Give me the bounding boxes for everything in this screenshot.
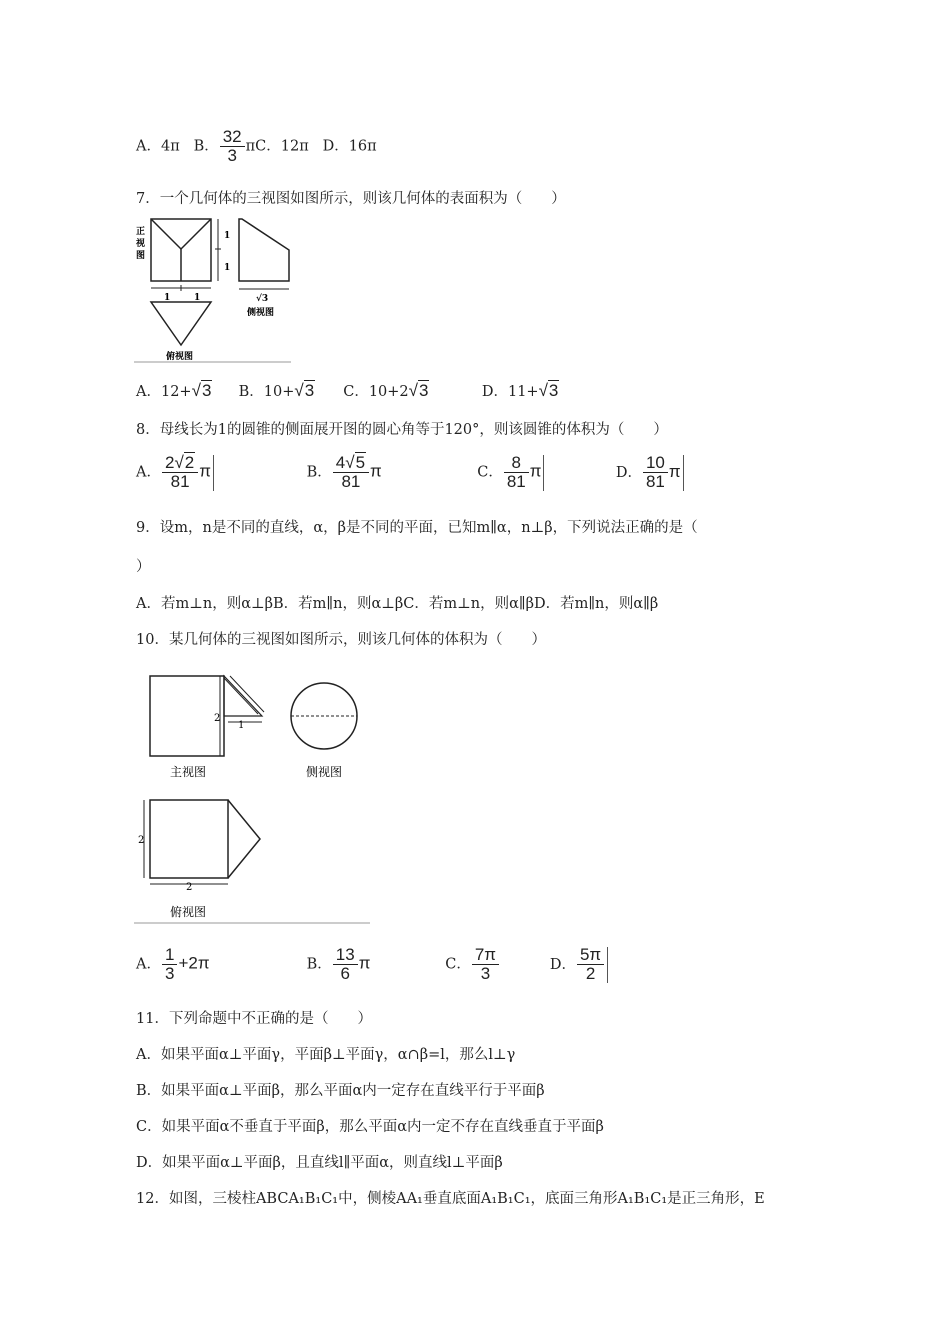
q7-front-label-2: 视 — [136, 239, 146, 249]
q7-stem: 7．一个几何体的三视图如图所示，则该几何体的表面积为（ ） — [136, 191, 566, 207]
q6-option-b-fraction — [220, 128, 245, 165]
q8-option-d: D． $\frac{10}{81}$ π — [616, 465, 684, 481]
sqrt-symbol: √3 — [538, 381, 559, 400]
q11-stem: 11．下列命题中不正确的是（ ） — [136, 1011, 372, 1027]
q10-top-view-square — [150, 800, 228, 878]
q6-option-d: D．16π — [322, 138, 377, 155]
q8-option-a: A． $\frac{2√2}{81}$ π — [136, 454, 302, 491]
q11-option-d: D．如果平面α⊥平面β，且直线l∥平面α，则直线l⊥平面β — [136, 1155, 503, 1171]
q7-side-view-label: 侧视图 — [247, 308, 275, 318]
q10-top-view-arrow — [228, 800, 260, 878]
q7-three-view-figure — [134, 212, 294, 364]
sqrt-symbol: √3 — [191, 381, 212, 400]
q10-top-view-label: 俯视图 — [170, 905, 207, 919]
q6-option-b-suffix: πC．12π — [245, 138, 309, 155]
q7-front-view-v-lines — [151, 219, 211, 249]
q9-stem-line1: 9．设m，n是不同的直线，α，β是不同的平面，已知m∥α，n⊥β，下列说法正确的是（ — [136, 520, 698, 536]
q6-option-a: A．4π — [136, 138, 180, 155]
sqrt-symbol: √5 — [345, 453, 366, 472]
q7-option-a: A．12+√3 — [136, 381, 212, 400]
q7-dim-1-lower: 1 — [224, 263, 231, 273]
q8-option-b: B． $\frac{4√5}{81}$ π — [306, 453, 382, 491]
q6-b-denominator: 3 — [227, 146, 237, 165]
q7-dim-1-right: 1 — [194, 293, 201, 303]
q10-front-dim-1: 1 — [238, 720, 245, 731]
q7-dim-1-upper: 1 — [224, 231, 231, 241]
q7-option-d: D．11+√3 — [481, 381, 559, 400]
q7-options — [136, 380, 559, 401]
q6-option-b-prefix: B． — [193, 138, 219, 155]
q9-stem-line2: ） — [136, 559, 151, 575]
q6-options — [136, 128, 377, 165]
q9-options: A．若m⊥n，则α⊥βB．若m∥n，则α⊥βC．若m⊥n，则α∥βD．若m∥n，则α∥β — [136, 596, 659, 612]
q10-front-view-triangle — [224, 676, 262, 716]
q10-three-view-figure — [134, 668, 374, 928]
sqrt-symbol: √3 — [408, 381, 429, 400]
q7-option-c: C．10+2√3 — [343, 381, 429, 400]
sqrt-symbol: √3 — [294, 381, 315, 400]
q10-side-view-label: 侧视图 — [306, 765, 343, 779]
q8-stem: 8．母线长为1的圆锥的侧面展开图的圆心角等于120°，则该圆锥的体积为（ ） — [136, 422, 668, 438]
q7-top-view-label: 俯视图 — [166, 352, 194, 362]
q6-b-numerator: 32 — [220, 128, 245, 147]
q8-option-c: C． $\frac{8}{81}$ π — [477, 454, 611, 491]
q10-front-view-label: 主视图 — [170, 765, 207, 779]
q10-option-a: A． $\frac{1}{3}$ +2π — [136, 945, 210, 983]
q8-options — [136, 454, 684, 491]
sqrt-symbol: √2 — [174, 453, 195, 472]
q7-front-label-1: 正 — [136, 227, 146, 237]
q7-option-b: B．10+√3 — [238, 381, 315, 400]
q10-option-b: B． $\frac{13}{6}$ π — [306, 945, 371, 983]
q10-front-dim-2: 2 — [214, 713, 221, 724]
q10-stem: 10．某几何体的三视图如图所示，则该几何体的体积为（ ） — [136, 632, 546, 648]
q10-option-d: D． $\frac{5\pi}{2}$ — [550, 957, 608, 973]
q11-option-b: B．如果平面α⊥平面β，那么平面α内一定存在直线平行于平面β — [136, 1083, 545, 1099]
q7-front-label-3: 图 — [136, 251, 146, 261]
q7-side-view-shape — [239, 219, 289, 281]
q10-options — [136, 946, 608, 983]
q7-top-view-triangle — [151, 302, 211, 345]
q10-option-c: C． $\frac{7\pi}{3}$ — [445, 946, 545, 983]
q10-top-dim-2-horizontal: 2 — [186, 882, 193, 893]
q7-dim-1-left: 1 — [164, 293, 171, 303]
q7-side-dim-sqrt3: √3 — [256, 294, 269, 304]
q12-stem: 12．如图，三棱柱ABCA₁B₁C₁中，侧棱AA₁垂直底面A₁B₁C₁，底面三角形A₁B₁C₁是正三角形，E — [136, 1191, 765, 1207]
q11-option-a: A．如果平面α⊥平面γ，平面β⊥平面γ，α∩β=l，那么l⊥γ — [136, 1047, 516, 1063]
q11-option-c: C．如果平面α不垂直于平面β，那么平面α内一定不存在直线垂直于平面β — [136, 1119, 604, 1135]
q10-front-view-square — [150, 676, 224, 756]
q10-top-dim-2-vertical: 2 — [138, 835, 145, 846]
